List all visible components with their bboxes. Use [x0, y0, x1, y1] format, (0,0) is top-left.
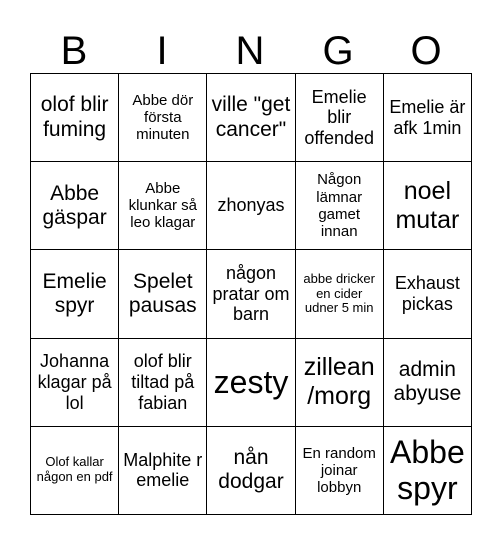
- bingo-cell: [119, 427, 207, 515]
- cell-text: Exhaust pickas: [394, 273, 460, 314]
- bingo-cell: [296, 427, 384, 515]
- bingo-cell: [31, 74, 119, 162]
- header-letter-o: O: [410, 29, 442, 73]
- cell-text: zesty: [213, 363, 289, 400]
- bingo-cell: [296, 339, 384, 427]
- bingo-cell: [207, 162, 295, 250]
- bingo-cell: [119, 250, 207, 338]
- bingo-cell: [384, 162, 472, 250]
- cell-text: nån dodgar: [218, 446, 284, 494]
- bingo-header: [30, 26, 470, 76]
- bingo-cell: [207, 427, 295, 515]
- bingo-cell: [384, 427, 472, 515]
- bingo-cell: [207, 250, 295, 338]
- cell-text: Olof kallar någon en pdf: [36, 454, 113, 485]
- cell-text: Abbe dör första minuten: [132, 91, 194, 144]
- header-letter-n: N: [235, 29, 265, 73]
- bingo-cell: [296, 250, 384, 338]
- bingo-cell: [31, 162, 119, 250]
- bingo-cell: [384, 250, 472, 338]
- bingo-cell: [119, 339, 207, 427]
- bingo-cell: [296, 74, 384, 162]
- bingo-cell: [119, 74, 207, 162]
- bingo-cell: [384, 74, 472, 162]
- bingo-cell: [207, 74, 295, 162]
- bingo-cell: [31, 339, 119, 427]
- bingo-cell: [31, 250, 119, 338]
- cell-text: Någon lämnar gamet innan: [316, 171, 363, 241]
- cell-text: Malphite r emelie: [123, 449, 203, 491]
- cell-text: Abbe gäspar: [42, 181, 107, 229]
- cell-text: olof blir fuming: [40, 93, 109, 141]
- bingo-cell: [384, 339, 472, 427]
- bingo-cell: [119, 162, 207, 250]
- cell-text: Emelie spyr: [42, 269, 107, 317]
- bingo-cell: [296, 162, 384, 250]
- header-letter-b: B: [60, 29, 88, 73]
- header-letter-g: G: [322, 29, 354, 73]
- cell-text: abbe dricker en cider udner 5 min: [303, 270, 375, 316]
- header-letter-i: I: [156, 29, 168, 73]
- bingo-cell: [31, 427, 119, 515]
- cell-text: ville "get cancer": [211, 93, 291, 141]
- bingo-grid: [30, 73, 472, 515]
- cell-text: noel mutar: [395, 177, 460, 234]
- cell-text: En random joinar lobbyn: [302, 444, 376, 497]
- cell-text: Abbe spyr: [390, 433, 465, 507]
- cell-text: olof blir tiltad på fabian: [131, 351, 195, 413]
- cell-text: zhonyas: [217, 195, 285, 216]
- cell-text: Johanna klagar på lol: [37, 351, 112, 413]
- cell-text: Spelet pausas: [128, 269, 197, 317]
- bingo-cell: [207, 339, 295, 427]
- cell-text: Emelie är afk 1min: [389, 96, 466, 138]
- cell-text: admin abyuse: [393, 358, 462, 406]
- cell-text: zillean /morg: [303, 353, 375, 411]
- cell-text: Abbe klunkar så leo klagar: [128, 179, 197, 232]
- cell-text: någon pratar om barn: [212, 262, 290, 325]
- cell-text: Emelie blir offended: [304, 86, 375, 148]
